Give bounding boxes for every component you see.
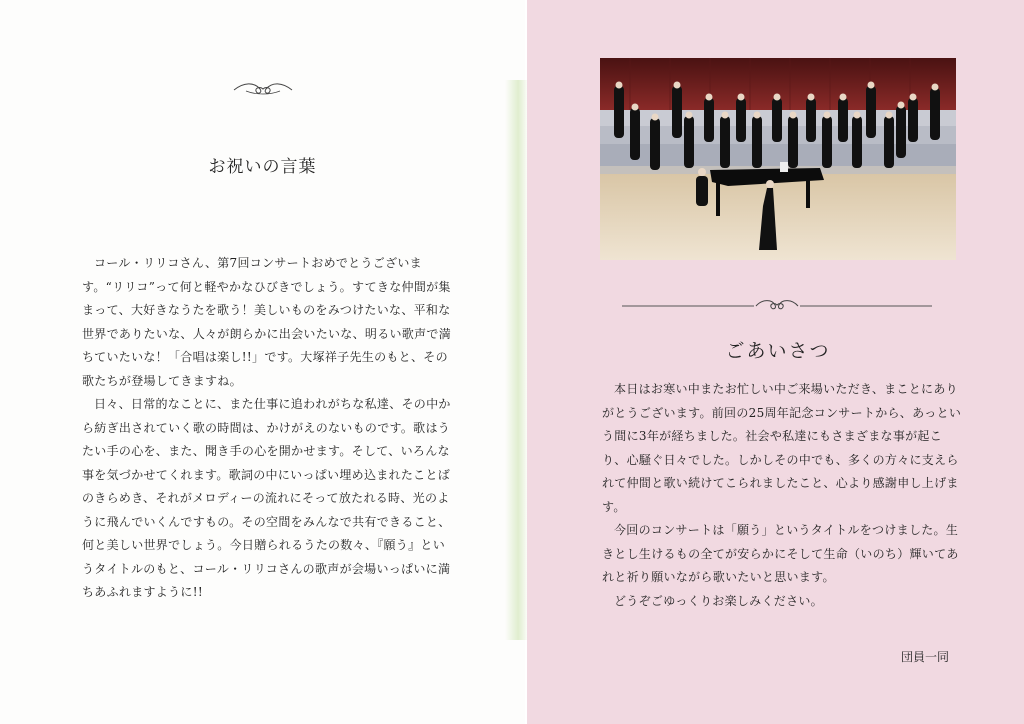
- congratulation-paragraph: 日々、日常的なことに、また仕事に追われがちな私達、その中から紡ぎ出されていく歌の時間は、かけがえのないものです。歌はうたい手の心を、また、聞き手の心を開かせます。そして、いろんな事を気づかせてくれます。歌詞の中にいっぱい埋め込まれたことばのきらめき、それがメロディーの流れにそって放たれる時、光のように飛んでいくんですもの。その空間をみんなで共有できること、何と美しい世界でしょう。今日贈られるうたの数々、『願う』というタイトルのもと、コール・リリコさんの歌声が会場いっぱいに満ちあふれますように!!: [82, 397, 451, 599]
- choir-stage-photo: [600, 58, 956, 260]
- ornament-flourish-icon: [232, 80, 294, 98]
- left-page-title: お祝いの言葉: [208, 157, 317, 177]
- congratulation-message: [82, 252, 454, 605]
- congratulation-paragraph: コール・リリコさん、第7回コンサートおめでとうございます。“リリコ”って何と軽やかなひびきでしょう。すてきな仲間が集まって、大好きなうたを歌う！美しいものをみつけたいな、平和な世界でありたいな、人々が朗らかに出会いたいな、明るい歌声で満ちていたいな！「合唱は楽し!!」です。大塚祥子先生のもと、その歌たちが登場してきますね。: [82, 256, 452, 388]
- greeting-message: [602, 378, 962, 613]
- greeting-paragraph: どうぞごゆっくりお楽しみください。: [614, 593, 823, 608]
- right-page-title: ごあいさつ: [725, 340, 831, 362]
- ornament-divider-icon: [622, 296, 932, 316]
- greeting-paragraph: 本日はお寒い中またお忙しい中ご来場いただき、まことにありがとうございます。前回の25周年記念コンサートから、あっという間に3年が経ちました。社会や私達にもさまざまな事が起こり、心騒ぐ日々でした。しかしその中でも、多くの方々に支えられて仲間と歌い続けてこられましたこと、心より感謝申し上げます。: [602, 382, 962, 514]
- greeting-paragraph: 今回のコンサートは「願う」というタイトルをつけました。生きとし生けるもの全てが安らかにそして生命（いのち）輝いてあれと祈り願いながら歌いたいと思います。: [602, 523, 959, 584]
- signature: 団員一同: [901, 650, 950, 664]
